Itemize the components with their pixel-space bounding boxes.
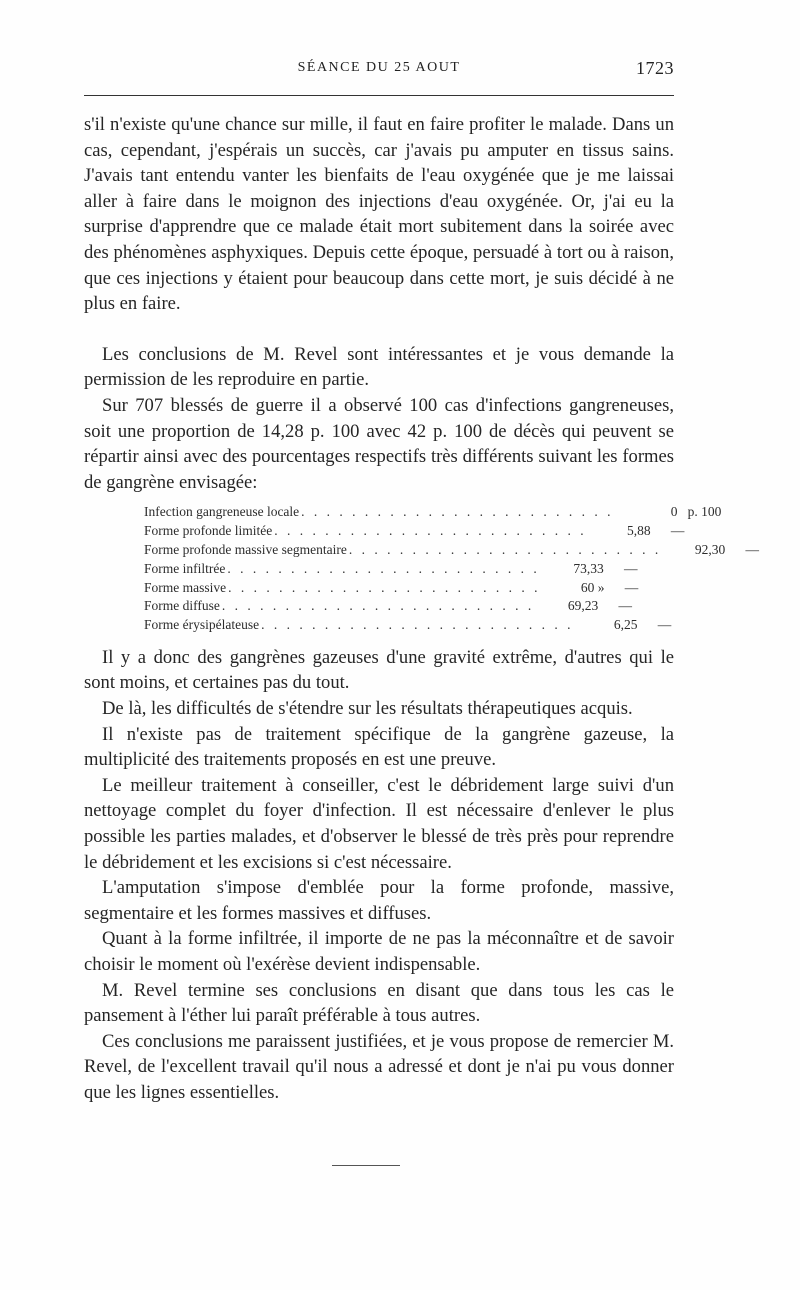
paragraph: De là, les difficultés de s'étendre sur les résultats thérapeutiques acquis. — [102, 698, 633, 720]
unit: — — [618, 598, 632, 614]
table-row — [144, 616, 672, 635]
leader-dots: . . . . . . . . . . . . . . . . . . . . . . . . . — [348, 541, 662, 557]
percentage-value: 60 » — [580, 579, 605, 595]
paragraph: s'il n'existe qu'une chance sur mille, il faut en faire profiter le malade. Dans un cas, cependant, j'espérais un succès, car j'avais pu amputer en tissus sains. J'avais tant entendu vanter les bienfaits de l'eau oxygénée que je me laissai aller à faire dans le moignon des injections d'eau oxygénée. Or, j'ai eu la surprise d'apprendre que ce malade était mort subitement dans la soirée avec des phénomènes asphyxiques. Depuis cette époque, persuadé à tort ou à raison, que ces injections y étaient pour beaucoup dans cette mort, je suis décidé à ne plus en faire. — [84, 114, 674, 315]
paragraph: Il y a donc des gangrènes gazeuses d'une gravité extrême, d'autres qui le sont moins, et certaines pas du tout. — [84, 646, 674, 694]
unit: — — [670, 523, 685, 539]
form-label: Forme profonde limitée — [144, 523, 273, 539]
form-label: Forme diffuse — [144, 598, 220, 614]
form-label: Forme infiltrée — [144, 560, 226, 576]
percentage-value: 69,23 — [567, 598, 599, 614]
unit: p. 100 — [687, 504, 722, 520]
leader-dots: . . . . . . . . . . . . . . . . . . . . . . . . . — [227, 560, 540, 576]
body-text — [84, 112, 759, 1106]
unit: — — [657, 617, 672, 633]
running-title: SÉANCE DU 25 AOUT — [297, 60, 461, 75]
paragraph: L'amputation s'impose d'emblée pour la forme profonde, massive, segmentaire et les formes massives et diffuses. — [84, 877, 674, 924]
table-row — [144, 541, 759, 560]
form-label: Forme érysipélateuse — [144, 617, 260, 633]
percentage-value: 73,33 — [573, 560, 604, 576]
closing-rule — [332, 1165, 400, 1166]
unit: — — [624, 579, 639, 595]
gangrene-statistics-table — [144, 503, 759, 635]
table-row — [144, 579, 639, 598]
table-row — [144, 522, 685, 541]
header-rule — [84, 95, 674, 96]
leader-dots: . . . . . . . . . . . . . . . . . . . . . . . . . — [261, 617, 574, 633]
paragraph: Quant à la forme infiltrée, il importe de ne pas la méconnaître et de savoir choisir le moment où l'exérèse devient indispensable. — [84, 928, 674, 976]
running-header — [84, 58, 674, 84]
page-number: 1723 — [636, 58, 674, 78]
unit: — — [745, 541, 759, 557]
table-row — [144, 503, 722, 522]
table-row — [144, 560, 638, 579]
leader-dots: . . . . . . . . . . . . . . . . . . . . . . . . . — [274, 523, 587, 539]
form-label: Forme massive — [144, 579, 227, 595]
table-row — [144, 597, 632, 616]
leader-dots: . . . . . . . . . . . . . . . . . . . . . . . . . — [221, 598, 535, 614]
percentage-value: 5,88 — [626, 523, 651, 539]
form-label: Forme profonde massive segmentaire — [144, 541, 347, 557]
paragraph: Le meilleur traitement à conseiller, c'est le débridement large suivi d'un nettoyage complet du foyer d'infection. Il est nécessaire d'enlever le plus possible les parties malades, et d'observer le blessé de très près pour reprendre le débridement et les excisions si c'est nécessaire. — [84, 774, 674, 873]
paragraph: M. Revel termine ses conclusions en disant que dans tous les cas le pansement à l'éther lui paraît préférable à tous autres. — [84, 979, 674, 1027]
percentage-value: 6,25 — [613, 617, 638, 633]
paragraph: Ces conclusions me paraissent justifiées, et je vous propose de remercier M. Revel, de l'excellent travail qu'il nous a adressé et dont je n'ai pu vous donner que les lignes essentielles. — [84, 1030, 674, 1103]
leader-dots: . . . . . . . . . . . . . . . . . . . . . . . . . — [301, 504, 614, 520]
paragraph: Il n'existe pas de traitement spécifique de la gangrène gazeuse, la multiplicité des traitements proposés en est une preuve. — [84, 723, 674, 771]
leader-dots: . . . . . . . . . . . . . . . . . . . . . . . . . — [228, 579, 541, 595]
unit: — — [623, 560, 638, 576]
paragraph: Sur 707 blessés de guerre il a observé 100 cas d'infections gangreneuses, soit une proportion de 14,28 p. 100 avec 42 p. 100 de décès qui peuvent se répartir ainsi avec des pourcentages respectifs très différents suivant les formes de gangrène envisagée: — [84, 394, 674, 493]
paragraph: Les conclusions de M. Revel sont intéressantes et je vous demande la permission de les reproduire en partie. — [84, 343, 674, 391]
percentage-value: 0 — [670, 504, 678, 520]
form-label: Infection gangreneuse locale — [144, 504, 300, 520]
percentage-value: 92,30 — [694, 541, 726, 557]
